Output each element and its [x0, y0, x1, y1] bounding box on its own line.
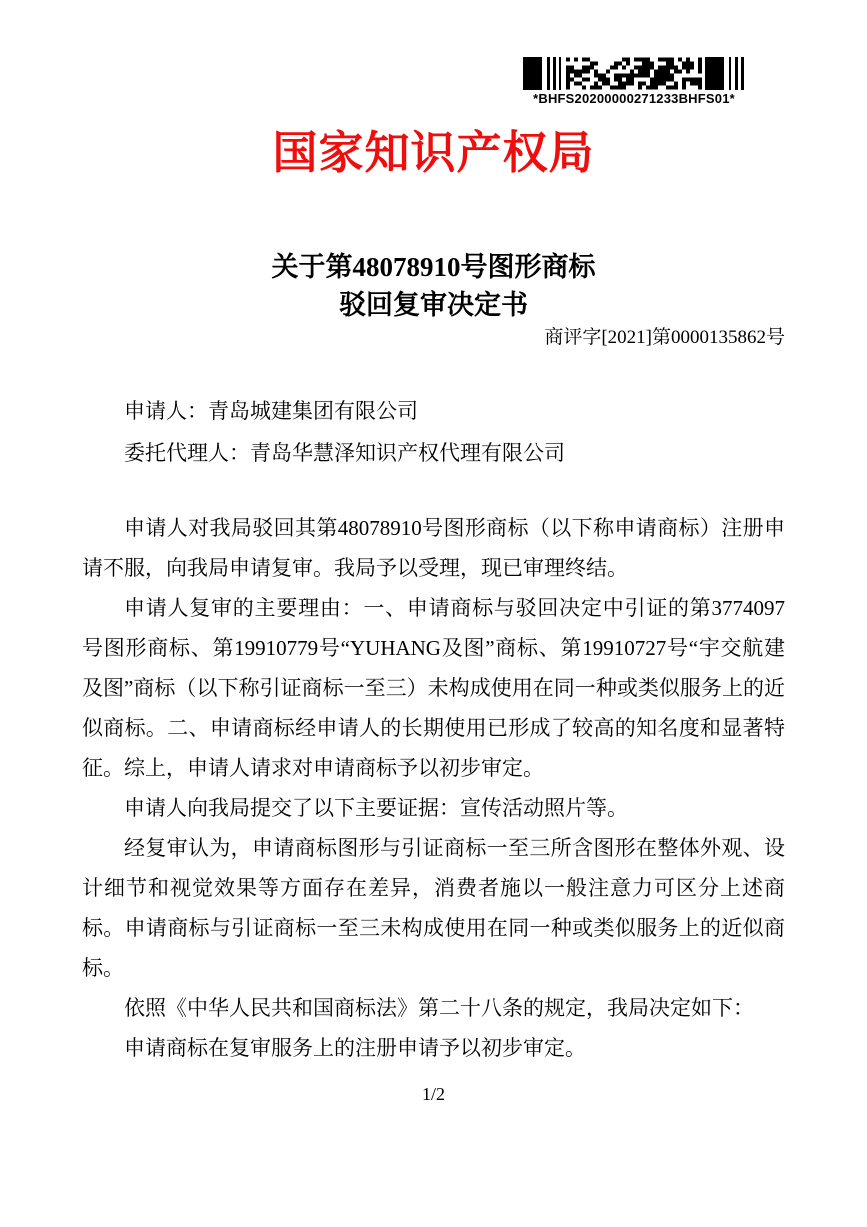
party-block — [82, 390, 785, 474]
org-title: 国家知识产权局 — [272, 127, 595, 178]
doc-number: 商评字[2021]第0000135862号 — [544, 327, 785, 348]
paragraph: 经复审认为，申请商标图形与引证商标一至三所含图形在整体外观、设计细节和视觉效果等方面存在差异，消费者施以一般注意力可区分上述商标。申请商标与引证商标一至三未构成使用在同一种或类似服务上的近似商标。 — [82, 836, 785, 980]
applicant-line: 申请人：青岛城建集团有限公司 — [124, 399, 418, 423]
paragraph: 申请人复审的主要理由：一、申请商标与驳回决定中引证的第3774097号图形商标、第19910779号“YUHANG及图”商标、第19910727号“宇交航建及图”商标（以下称引证商标一至三）未构成使用在同一种或类似服务上的近似商标。二、申请商标经申请人的长期使用已形成了较高的知名度和显著特征。综上，申请人请求对申请商标予以初步审定。 — [82, 596, 785, 780]
doc-title-line1: 关于第48078910号图形商标 — [271, 252, 596, 282]
barcode-matrix-cells — [566, 58, 702, 90]
paragraph: 依照《中华人民共和国商标法》第二十八条的规定，我局决定如下： — [124, 996, 754, 1020]
doc-title — [82, 248, 785, 324]
barcode-text: *BHFS20200000271233BHFS01* — [533, 91, 735, 106]
agent-line: 委托代理人：青岛华慧泽知识产权代理有限公司 — [124, 441, 565, 465]
barcode-image — [523, 57, 745, 90]
page-number: 1/2 — [421, 1084, 445, 1104]
doc-title-line2: 驳回复审决定书 — [339, 290, 528, 320]
paragraph: 申请人向我局提交了以下主要证据：宣传活动照片等。 — [124, 796, 628, 820]
body-text — [82, 508, 785, 1068]
barcode-block — [523, 57, 745, 106]
paragraph: 申请商标在复审服务上的注册申请予以初步审定。 — [124, 1036, 586, 1060]
paragraph: 申请人对我局驳回其第48078910号图形商标（以下称申请商标）注册申请不服，向我局申请复审。我局予以受理，现已审理终结。 — [82, 516, 785, 580]
